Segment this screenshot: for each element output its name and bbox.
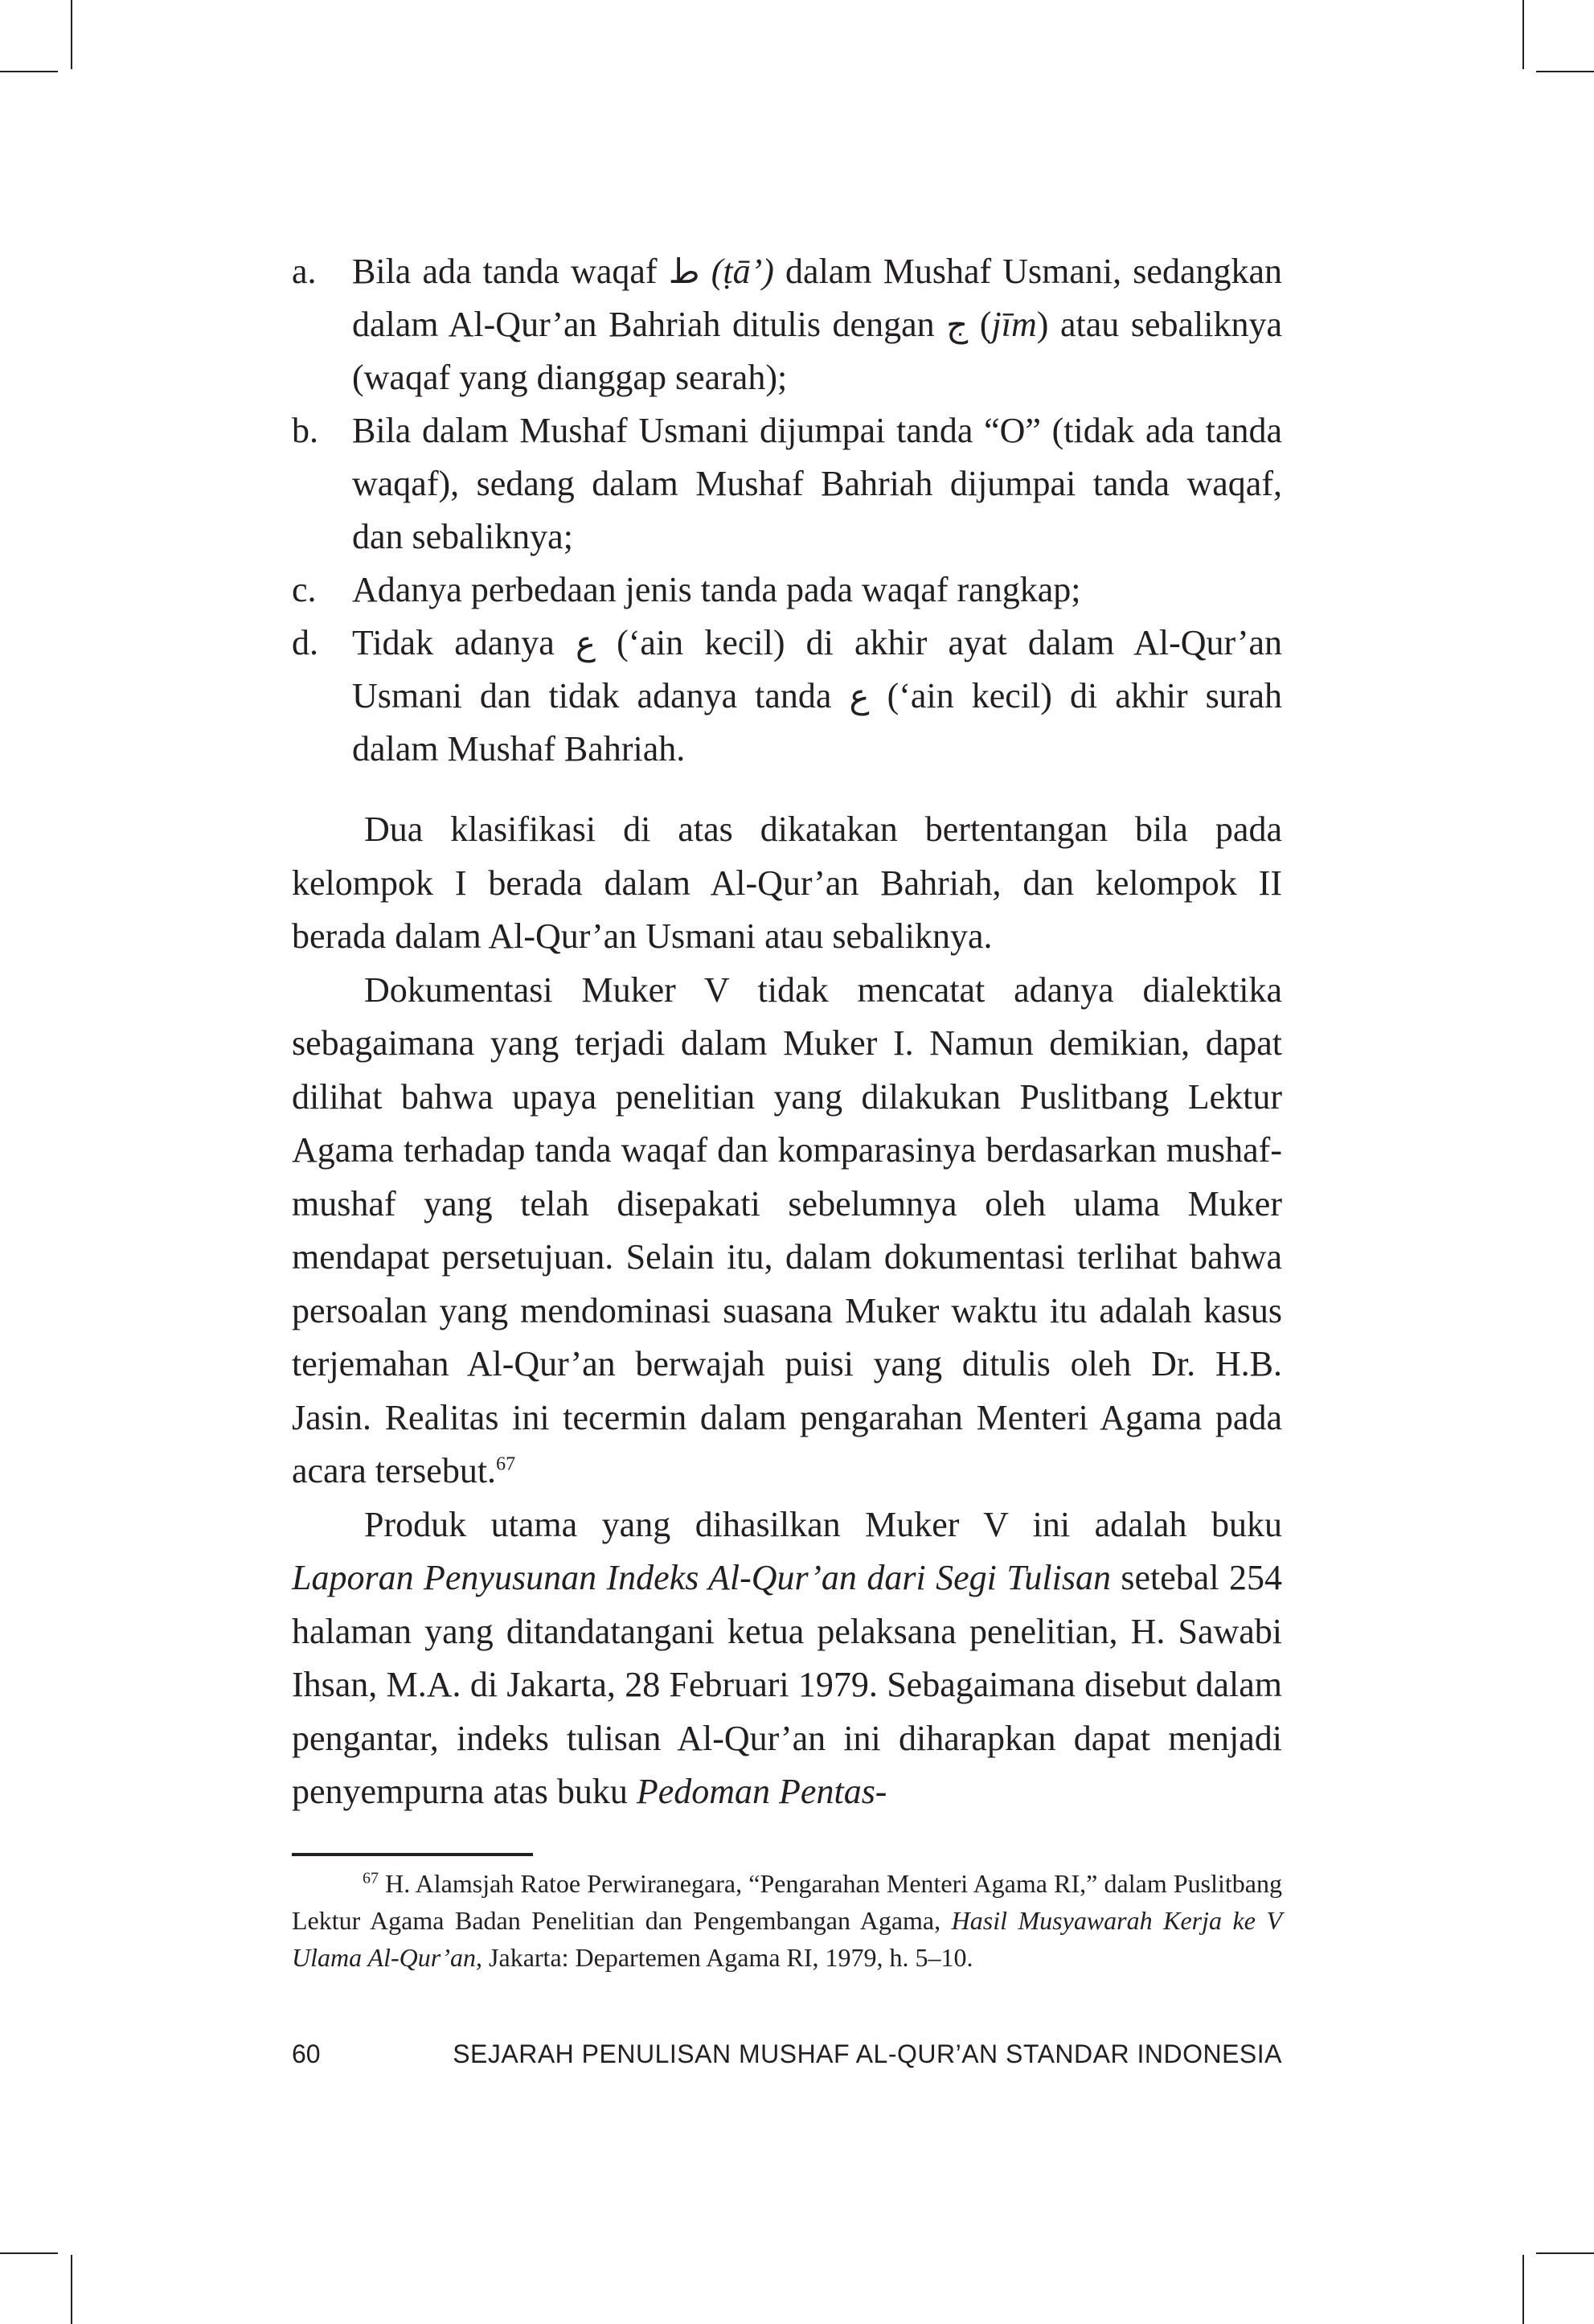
crop-mark-bottom-left-vertical xyxy=(71,2255,72,2324)
transliteration: (ṭā’) xyxy=(699,252,774,291)
crop-mark-bottom-left-horizontal xyxy=(0,2252,58,2254)
footnote xyxy=(292,1865,1282,1976)
list-item-d xyxy=(292,617,1282,776)
book-title: Pedoman Pentas- xyxy=(636,1772,887,1811)
crop-mark-bottom-right-vertical xyxy=(1522,2255,1524,2324)
footnote-text: Jakarta: Departemen Agama RI, 1979, h. 5–10. xyxy=(482,1943,973,1972)
paragraph-3-text: Produk utama yang dihasilkan Muker V ini adalah buku xyxy=(364,1504,1282,1544)
paragraph-2 xyxy=(292,964,1282,1498)
list-marker: c. xyxy=(292,570,317,609)
arabic-letter: ع xyxy=(575,623,596,662)
paragraph-3 xyxy=(292,1498,1282,1819)
book-title: Laporan Penyusunan Indeks Al-Qur’an dari Segi Tulisan xyxy=(292,1558,1111,1597)
footnote-number: 67 xyxy=(363,1869,379,1887)
list-text: Bila dalam Mushaf Usmani dijumpai tanda “O” (tidak ada tanda waqaf), sedang dalam Mushaf Bahriah dijumpai tanda waqaf, dan sebaliknya; xyxy=(352,411,1282,556)
list-text: (‘ain kecil) di akhir ayat dalam Al-Qur’an Usmani dan tidak adanya tanda xyxy=(352,623,1283,715)
paragraph-3-text: setebal 254 halaman yang ditandatangani ketua pelaksana penelitian, H. Sawabi Ihsan, M.A. di Jakarta, 28 Februari 1979. Sebagaimana disebut dalam pengantar, indeks tulisan Al-Qur’an ini diharapkan dapat menjadi penyempurna atas buku xyxy=(292,1558,1282,1811)
waqaf-criteria-list xyxy=(292,245,1282,776)
page-body xyxy=(292,245,1282,1819)
list-text: Tidak adanya xyxy=(352,623,576,662)
paragraph-2-text: Dokumentasi Muker V tidak mencatat adanya dialektika sebagaimana yang terjadi dalam Muker I. Namun demikian, dapat dilihat bahwa upaya penelitian yang dilakukan Puslitbang Lektur Agama terhadap tanda waqaf dan komparasinya berdasarkan mushaf-mushaf yang telah disepakati sebelumnya oleh ulama Muker mendapat persetujuan. Selain itu, dalam dokumentasi terlihat bahwa persoalan yang mendominasi suasana Muker waktu itu adalah kasus terjemahan Al-Qur’an berwajah puisi yang ditulis oleh Dr. H.B. Jasin. Realitas ini tecermin dalam pengarahan Menteri Agama pada acara tersebut. xyxy=(292,969,1282,1490)
list-marker: b. xyxy=(292,411,318,450)
list-marker: d. xyxy=(292,623,318,662)
footnote-reference[interactable]: 67 xyxy=(496,1453,516,1475)
list-text: dalam Mushaf Usmani, sedangkan dalam Al-Qur’an Bahriah ditulis dengan xyxy=(352,252,1282,344)
list-text: ( xyxy=(968,305,992,344)
paragraph-1: Dua klasifikasi di atas dikatakan bertentangan bila pada kelompok I berada dalam Al-Qur’an Bahriah, dan kelompok II berada dalam Al-Qur’an Usmani atau sebaliknya. xyxy=(292,810,1282,956)
list-item-b xyxy=(292,404,1282,564)
running-title: SEJARAH PENULISAN MUSHAF AL-QUR’AN STANDAR INDONESIA xyxy=(453,2039,1282,2068)
arabic-letter: ع xyxy=(849,676,870,715)
list-text: (‘ain kecil) di akhir surah dalam Mushaf Bahriah. xyxy=(352,676,1282,769)
body-paragraphs xyxy=(292,803,1282,1819)
crop-mark-top-right-horizontal xyxy=(1536,71,1594,72)
list-text: ) atau sebaliknya (waqaf yang dianggap searah); xyxy=(352,305,1282,397)
footnote-text: H. Alamsjah Ratoe Perwiranegara, “Pengarahan Menteri Agama RI,” dalam Puslitbang Lektur Agama Badan Penelitian dan Pengembangan Agama, xyxy=(292,1869,1282,1935)
list-marker: a. xyxy=(292,252,317,291)
list-item-a xyxy=(292,245,1282,404)
list-item-c xyxy=(292,564,1282,617)
crop-mark-top-right-vertical xyxy=(1522,0,1524,69)
footnote-source-title: Hasil Musyawarah Kerja ke V Ulama Al-Qur’an, xyxy=(292,1906,1283,1972)
crop-mark-top-left-horizontal xyxy=(0,71,58,72)
arabic-letter: ج xyxy=(946,305,969,344)
page-number: 60 xyxy=(292,2039,321,2068)
list-text: Bila ada tanda waqaf xyxy=(352,252,669,291)
crop-mark-top-left-vertical xyxy=(71,0,72,69)
arabic-letter: ط xyxy=(668,252,700,291)
footnote-divider xyxy=(292,1853,533,1856)
crop-mark-bottom-right-horizontal xyxy=(1536,2252,1594,2254)
list-text: Adanya perbedaan jenis tanda pada waqaf rangkap; xyxy=(352,570,1081,609)
transliteration: jīm xyxy=(991,305,1037,344)
page-footer xyxy=(292,2034,1282,2074)
